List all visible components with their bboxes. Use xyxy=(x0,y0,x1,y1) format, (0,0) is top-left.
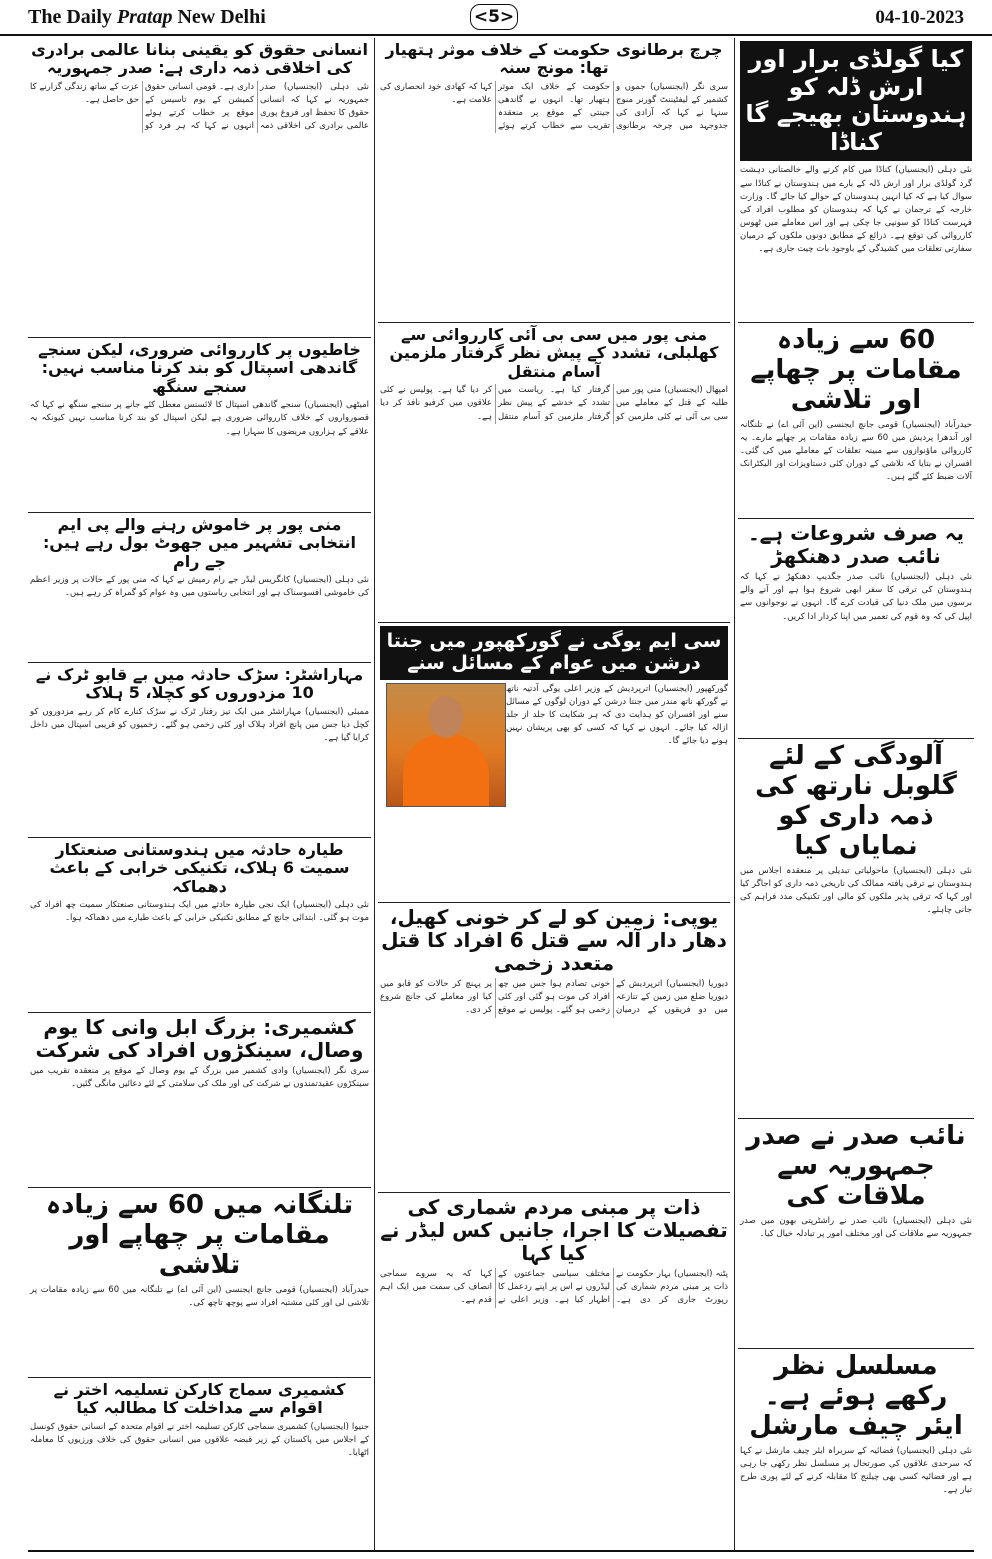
headline-air-chief: مسلسل نظر رکھے ہوئے ہے۔ ایئر چیف مارشل xyxy=(749,1351,963,1441)
body-pollution: نئی دہلی (ایجنسیاں) ماحولیاتی تبدیلی پر منعقدہ اجلاس میں ہندوستان نے ترقی یافتہ ممالک کی تاریخی ذمہ داری کو اجاگر کیا اور کہا کہ ترقی پذیر ملکوں کو مالی اور تکنیکی مدد فراہم کی جانی چاہئے۔ xyxy=(740,865,972,916)
column-left xyxy=(28,38,371,1548)
article-caste-census xyxy=(378,1193,730,1548)
masthead xyxy=(0,0,992,36)
issue-date: 04-10-2023 xyxy=(875,7,964,28)
headline-dhankhar: یہ صرف شروعات ہے۔ نائب صدر دھنکھڑ xyxy=(747,521,965,568)
headline-human-rights: انسانی حقوق کو یقینی بنانا عالمی برادری کی اخلاقی ذمہ داری ہے: صدر جمہوریہ xyxy=(31,40,368,78)
article-jairam-manipur xyxy=(28,513,371,663)
body-air-chief: نئی دہلی (ایجنسیاں) فضائیہ کے سربراہ ایئر چیف مارشل نے کہا کہ سرحدی علاقوں کی صورتحال پر مسلسل نظر رکھی جا رہی ہے اور فضائیہ کسی بھی چیلنج کا مقابلہ کرنے کے لئے پوری طرح تیار ہے۔ xyxy=(740,1445,972,1496)
column-divider-right xyxy=(734,38,735,1550)
body-caste-census: پٹنہ (ایجنسیاں) بہار حکومت نے ذات پر مبنی مردم شماری کی رپورٹ جاری کر دی ہے۔ مختلف سیاسی جماعتوں کے لیڈروں نے اس پر اپنے ردعمل کا اظہار کیا ہے۔ وزیر اعلی نے کہا کہ یہ سروے سماجی انصاف کی سمت میں ایک اہم قدم ہے۔ xyxy=(380,1269,728,1306)
footer-rule xyxy=(28,1550,974,1552)
body-plane-crash: نئی دہلی (ایجنسیاں) ایک نجی طیارہ حادثے میں ایک ہندوستانی صنعتکار سمیت چھ افراد کی موت ہو گئی۔ ابتدائی جانچ کے مطابق تکنیکی خرابی کے باعث طیارے میں دھماکہ ہوا۔ xyxy=(30,900,369,924)
headline-truck-accident: مہاراشٹر: سڑک حادثہ میں بے قابو ٹرک نے 10 مزدوروں کو کچلا، 5 ہلاک xyxy=(35,665,364,703)
headline-kashmir-urs: کشمیری: بزرگ ابل وانی کا یوم وصال، سینکڑوں افراد کی شرکت xyxy=(35,1015,364,1062)
article-vp-meets-president xyxy=(738,1119,974,1349)
body-vp-meets-president: نئی دہلی (ایجنسیاں) نائب صدر نے راشٹرپتی بھون میں صدر جمہوریہ سے ملاقات کی اور مختلف امور پر تبادلہ خیال کیا۔ xyxy=(740,1215,972,1239)
article-plane-crash xyxy=(28,838,371,1013)
yogi-photo xyxy=(386,683,506,807)
paper-name-left: The Daily xyxy=(28,6,112,28)
article-pollution xyxy=(738,739,974,1119)
body-manipur-cbi: امپھال (ایجنسیاں) منی پور میں طلبہ کے قتل کے معاملے میں سی بی آئی نے کئی ملزمین کو گرفتار کیا ہے۔ ریاست میں تشدد کے خدشے کے پیش نظر گرفتار ملزمین کو آسام منتقل کر دیا گیا ہے۔ پولیس نے کئی علاقوں میں کرفیو نافذ کر دیا ہے۔ xyxy=(380,385,728,422)
body-sanjay-hospital: امیٹھی (ایجنسیاں) سنجے گاندھی اسپتال کا لائسنس معطل کئے جانے پر سنجے سنگھ نے کہا کہ قصورواروں کے خلاف کارروائی ضروری ہے لیکن اسپتال کو بند کرنا مناسب نہیں کیونکہ یہ علاقے کے ہزاروں مریضوں کا سہارا ہے۔ xyxy=(30,400,369,437)
body-truck-accident: ممبئی (ایجنسیاں) مہاراشٹر میں ایک تیز رفتار ٹرک نے سڑک کنارے کام کر رہے مزدوروں کو کچل دیا جس میں پانچ افراد ہلاک اور کئی زخمی ہو گئے۔ زخمیوں کو قریبی اسپتال میں داخل کرایا گیا ہے۔ xyxy=(30,706,369,744)
article-charkha xyxy=(378,38,730,323)
article-human-rights xyxy=(28,38,371,338)
article-canada xyxy=(738,38,974,323)
article-air-chief xyxy=(738,1349,974,1548)
article-truck-accident xyxy=(28,663,371,838)
photo-head-shape xyxy=(429,696,463,738)
article-yogi-janta-darshan xyxy=(378,623,730,903)
headline-plane-crash: طیارہ حادثہ میں ہندوستانی صنعتکار سمیت 6 ہلاک، تکنیکی خرابی کے باعث دھماکہ xyxy=(49,840,350,896)
headline-jairam-manipur: منی پور پر خاموش رہنے والے پی ایم انتخابی تشہیر میں جھوٹ بول رہے ہیں: جے رام xyxy=(43,515,356,571)
photo-robe-shape xyxy=(403,734,489,807)
headline-tasleema-akhtar: کشمیری سماج کارکن تسلیمہ اختر نے اقوام سے مداخلت کا مطالبہ کیا xyxy=(53,1380,346,1418)
article-raids xyxy=(738,323,974,519)
paper-name-italic: Pratap xyxy=(116,6,173,28)
headline-sanjay-hospital: خاطیوں پر کارروائی ضروری، لیکن سنجے گاندھی اسپتال کو بند کرنا مناسب نہیں: سنجے سنگھ xyxy=(38,340,361,396)
body-charkha: سری نگر (ایجنسیاں) جموں و کشمیر کے لیفٹیننٹ گورنر منوج سنہا نے کہا کہ آزادی کی جدوجہد میں چرخہ برطانوی حکومت کے خلاف ایک موثر ہتھیار تھا۔ انہوں نے گاندھی جینتی کے موقع پر منعقدہ تقریب سے خطاب کرتے ہوئے کہا کہ کھادی خود انحصاری کی علامت ہے۔ xyxy=(380,81,728,132)
page-number: <5> xyxy=(470,4,518,30)
body-canada: نئی دہلی (ایجنسیاں) کناڈا میں کام کرنے والے خالصتانی دہشت گرد گولڈی برار اور ارش ڈلہ کے بارے میں ہندوستان نے کناڈا سے سوال کیا ہے کہ کیا انہیں ہندوستان کے حوالے کیا جائے گا۔ وزارت خارجہ کے ترجمان نے کہا کہ ہندوستان کو مطلوب افراد کی فہرست کناڈا کو سونپی جا چکی ہے اور اس معاملے میں ٹھوس کارروائی کی توقع ہے۔ ذرائع کے مطابق دونوں ملکوں کے درمیان سفارتی تعلقات میں کشیدگی کے باوجود بات چیت جاری ہے۔ xyxy=(740,165,972,255)
headline-pollution: آلودگی کے لئے گلوبل نارتھ کی ذمہ داری کو نمایاں کیا xyxy=(755,741,957,861)
body-jairam-manipur: نئی دہلی (ایجنسیاں) کانگریس لیڈر جے رام رمیش نے کہا کہ منی پور کے حالات پر وزیر اعظم کی خاموشی افسوسناک ہے اور انتخابی ریاستوں میں وہ عوام کو گمراہ کر رہے ہیں۔ xyxy=(30,575,369,599)
headline-charkha: چرچ برطانوی حکومت کے خلاف موثر ہتھیار تھا: مونج سنہ xyxy=(385,40,723,78)
body-yogi-janta-darshan: گورکھپور (ایجنسیاں) اترپردیش کے وزیر اعلی یوگی آدتیہ ناتھ نے گورکھ ناتھ مندر میں جنتا درشن کے دوران لوگوں کے مسائل سنے اور افسران کو ہدایت دی کہ ہر شکایت کا جلد از جلد ازالہ کیا جائے۔ انہوں نے کہا کہ کسی کو بھی پریشان نہیں ہونے دیا جائے گا۔ xyxy=(506,683,728,747)
body-deoria-clash: دیوریا (ایجنسیاں) اترپردیش کے دیوریا ضلع میں زمین کے تنازعہ میں دو فریقوں کے درمیان خونی تصادم ہوا جس میں چھ افراد کی موت ہو گئی اور کئی زخمی ہو گئے۔ پولیس نے موقع پر پہنچ کر حالات کو قابو میں کیا اور معاملے کی جانچ شروع کر دی۔ xyxy=(380,979,728,1016)
headline-vp-meets-president: نائب صدر نے صدر جمہوریہ سے ملاقات کی xyxy=(746,1121,966,1211)
body-dhankhar: نئی دہلی (ایجنسیاں) نائب صدر جگدیپ دھنکھڑ نے کہا کہ ہندوستان کی ترقی کا سفر ابھی شروع ہوا ہے اور آنے والے برسوں میں ملک دنیا کی قیادت کرے گا۔ انہوں نے نوجوانوں سے اپیل کی کہ وہ قوم کی تعمیر میں اپنا کردار ادا کریں۔ xyxy=(740,572,972,622)
headline-manipur-cbi: منی پور میں سی بی آئی کارروائی سے کھلبلی، تشدد کے پیش نظر گرفتار ملزمین آسام منتقل xyxy=(389,325,719,381)
article-sanjay-hospital xyxy=(28,338,371,513)
body-telangana-raids: حیدرآباد (ایجنسیاں) قومی جانچ ایجنسی (این آئی اے) نے تلنگانہ میں 60 سے زیادہ مقامات پر تلاشی لی اور کئی مشتبہ افراد سے پوچھ تاچھ کی۔ xyxy=(30,1284,369,1308)
headline-raids: 60 سے زیادہ مقامات پر چھاپے اور تلاشی xyxy=(750,325,962,415)
paper-name-right: New Delhi xyxy=(177,6,266,28)
body-human-rights: نئی دہلی (ایجنسیاں) صدر جمہوریہ نے کہا کہ انسانی حقوق کا تحفظ اور فروغ پوری عالمی برادری کی اخلاقی ذمہ داری ہے۔ قومی انسانی حقوق کمیشن کے یوم تاسیس کے موقع پر خطاب کرتے ہوئے انہوں نے کہا کہ ہر فرد کو عزت کے ساتھ زندگی گزارنے کا حق حاصل ہے۔ xyxy=(30,81,369,132)
body-kashmir-urs: سری نگر (ایجنسیاں) وادی کشمیر میں بزرگ کے یوم وصال کے موقع پر منعقدہ تقریب میں سینکڑوں عقیدتمندوں نے شرکت کی اور ملک کی سلامتی کے لئے دعائیں مانگی گئیں۔ xyxy=(30,1066,369,1090)
paper-name xyxy=(28,6,266,29)
article-telangana-raids xyxy=(28,1188,371,1378)
column-right xyxy=(738,38,974,1548)
headline-caste-census: ذات پر مبنی مردم شماری کی تفصیلات کا اجرا، جانیں کس لیڈر نے کیا کہا xyxy=(380,1195,728,1265)
article-kashmir-urs xyxy=(28,1013,371,1188)
body-tasleema-akhtar: جنیوا (ایجنسیاں) کشمیری سماجی کارکن تسلیمہ اختر نے اقوام متحدہ کے انسانی حقوق کونسل کے اجلاس میں پاکستان کے زیر قبضہ علاقوں میں انسانی حقوق کی خلاف ورزیوں کا معاملہ اٹھایا۔ xyxy=(30,1421,369,1459)
body-raids: حیدرآباد (ایجنسیاں) قومی جانچ ایجنسی (این آئی اے) نے تلنگانہ اور آندھرا پردیش میں 60 سے زیادہ مقامات پر چھاپے مارے۔ یہ کارروائی ماؤنوازوں سے مبینہ تعلقات کے معاملے میں کی گئی۔ افسران نے بتایا کہ تلاشی کے دوران کئی دستاویزات اور الیکٹرانک آلات ضبط کئے گئے ہیں۔ xyxy=(740,419,972,483)
headline-deoria-clash: یوپی: زمین کو لے کر خونی کھیل، دھار دار آلہ سے قتل 6 افراد کا قتل متعدد زخمی xyxy=(381,905,727,975)
headline-yogi-janta-darshan: سی ایم یوگی نے گورکھپور میں جنتا درشن میں عوام کے مسائل سنے xyxy=(380,626,728,680)
article-dhankhar xyxy=(738,519,974,739)
article-deoria-clash xyxy=(378,903,730,1193)
column-divider-left xyxy=(374,38,375,1550)
headline-canada: کیا گولڈی برار اور ارش ڈلہ کو ہندوستان بھیجے گا کناڈا xyxy=(740,41,972,161)
article-tasleema-akhtar xyxy=(28,1378,371,1548)
article-manipur-cbi xyxy=(378,323,730,623)
column-middle xyxy=(378,38,730,1548)
headline-telangana-raids: تلنگانہ میں 60 سے زیادہ مقامات پر چھاپے اور تلاشی xyxy=(45,1190,354,1280)
